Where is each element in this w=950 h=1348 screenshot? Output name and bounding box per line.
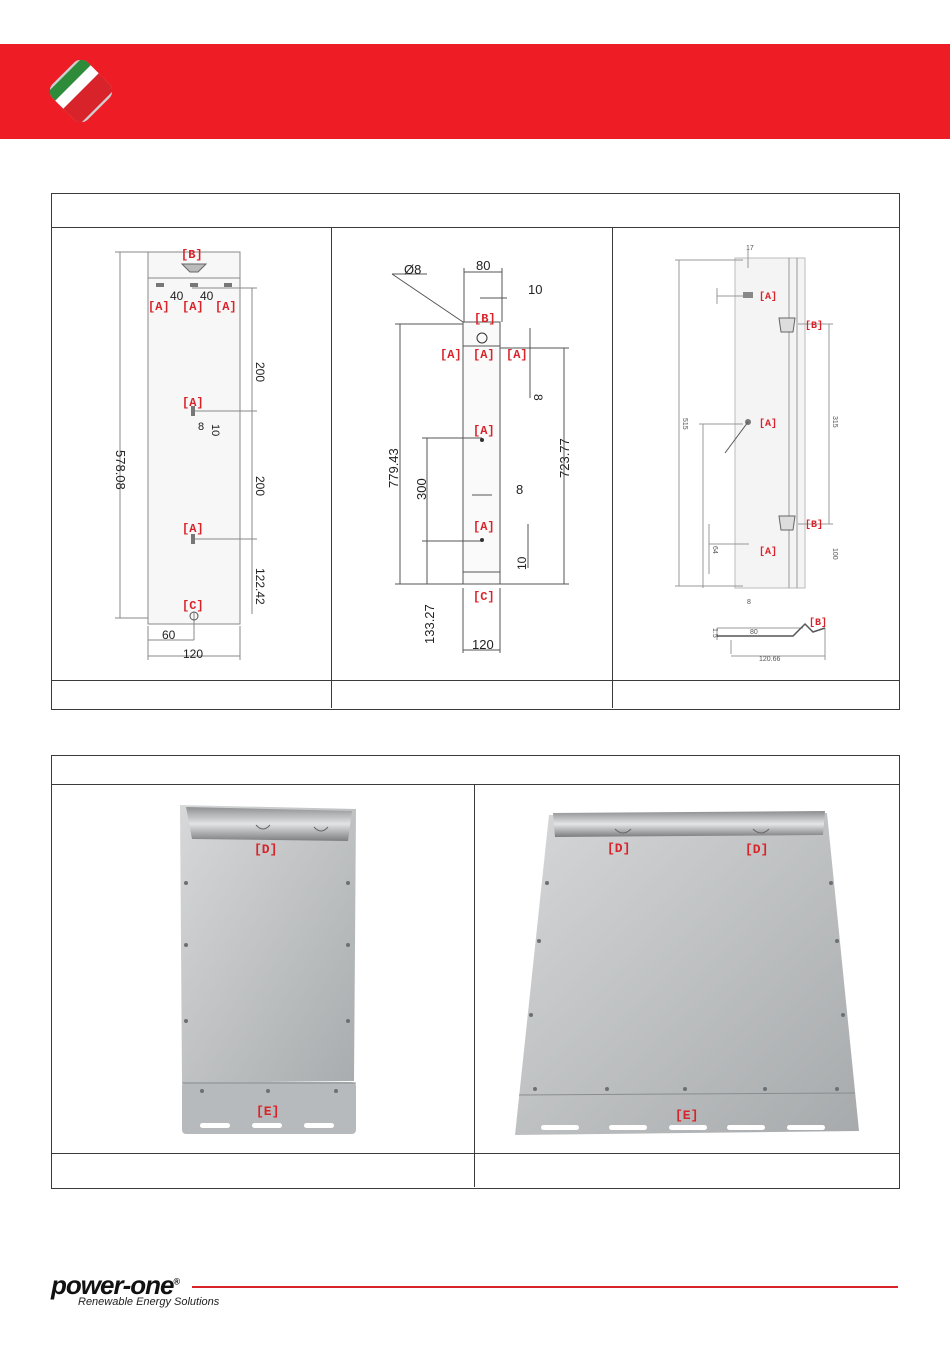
- dim-60: 60: [162, 628, 176, 642]
- label-a-lower: [A]: [182, 522, 204, 536]
- dim-10-top: 10: [528, 282, 543, 297]
- header-banner: [0, 44, 950, 139]
- label-b: [B]: [474, 312, 496, 326]
- dim-10: 10: [209, 424, 221, 437]
- label-d: [D]: [254, 842, 278, 857]
- dim-64: 64: [711, 546, 718, 554]
- label-a-left: [A]: [148, 300, 170, 314]
- drawings-table-caption-divider: [51, 680, 899, 681]
- wide-plate-photo: [475, 785, 897, 1153]
- label-a-middle: [A]: [473, 424, 495, 438]
- front-view-drawing: [52, 228, 331, 680]
- dim-315: 315: [831, 416, 838, 428]
- dim-8: 8: [747, 599, 751, 606]
- dim-40-left: 40: [170, 289, 184, 303]
- brand-tagline: Renewable Energy Solutions: [78, 1296, 220, 1308]
- label-c: [C]: [182, 599, 204, 613]
- dim-120: 120: [472, 637, 494, 652]
- label-b-upper: [B]: [805, 321, 824, 332]
- label-a-middle: [A]: [759, 419, 778, 430]
- dim-723: 723.77: [557, 438, 572, 478]
- label-b-lower: [B]: [805, 520, 824, 531]
- dim-40-right: 40: [200, 289, 214, 303]
- label-a-right: [A]: [506, 348, 528, 362]
- label-a-lower: [A]: [473, 520, 495, 534]
- photos-table-caption-divider: [51, 1153, 899, 1154]
- label-a-top: [A]: [759, 292, 778, 303]
- dim-578: 578.08: [113, 450, 128, 490]
- label-e: [E]: [256, 1104, 280, 1119]
- dim-122: 122.42: [253, 568, 267, 605]
- label-b-profile: [B]: [809, 618, 828, 629]
- dim-8-right: 8: [531, 394, 545, 401]
- label-a-left: [A]: [440, 348, 462, 362]
- dim-80: 80: [750, 629, 758, 636]
- italian-flag-logo-icon: [50, 60, 112, 122]
- dim-200-lower: 200: [253, 476, 267, 497]
- technical-photo-drawing: [613, 228, 897, 680]
- dim-10-lower: 10: [515, 556, 529, 570]
- dim-200-upper: 200: [253, 362, 267, 383]
- tall-plate-photo: [52, 785, 474, 1153]
- dim-779: 779.43: [386, 448, 401, 488]
- dim-100: 100: [831, 548, 838, 560]
- dim-diameter-8: Ø8: [404, 262, 422, 277]
- dim-300: 300: [414, 478, 429, 500]
- brand-trademark: ®: [173, 1276, 180, 1287]
- dim-120-66: 120.66: [759, 656, 781, 663]
- brand-name: power-one: [51, 1270, 174, 1300]
- dim-17: 17: [746, 245, 754, 252]
- label-a-middle: [A]: [182, 396, 204, 410]
- dim-120: 120: [183, 647, 204, 661]
- dim-133: 133.27: [422, 604, 437, 644]
- side-view-drawing: [332, 228, 611, 680]
- footer-rule: [192, 1286, 898, 1288]
- dim-80: 80: [476, 258, 491, 273]
- label-d-left: [D]: [607, 841, 631, 856]
- label-a-center: [A]: [182, 300, 204, 314]
- label-b: [B]: [181, 248, 203, 262]
- label-a-center: [A]: [473, 348, 495, 362]
- label-c: [C]: [473, 590, 495, 604]
- dim-1-5: 1.5: [711, 628, 718, 638]
- dim-515: 515: [681, 418, 688, 430]
- dim-8-center: 8: [516, 482, 524, 497]
- label-a-lower: [A]: [759, 547, 778, 558]
- dim-8: 8: [198, 421, 205, 433]
- label-e: [E]: [675, 1108, 699, 1123]
- label-a-right: [A]: [215, 300, 237, 314]
- label-d-right: [D]: [745, 842, 769, 857]
